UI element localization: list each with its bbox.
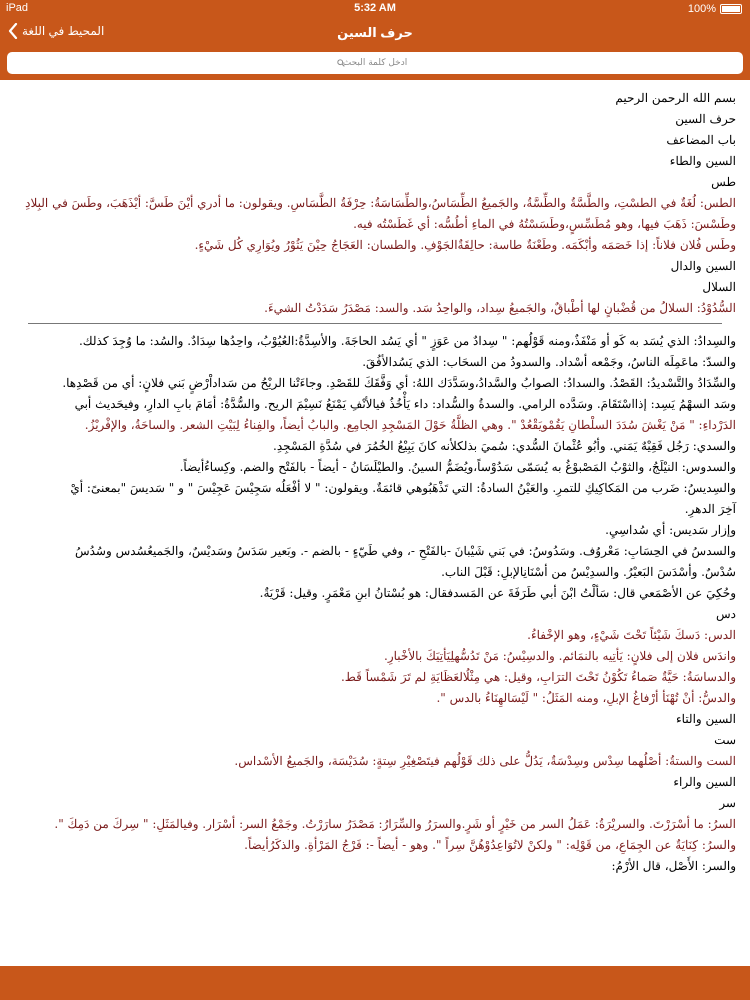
- text-line: آخِرَ الدهرِ.: [684, 502, 736, 516]
- battery-icon: [720, 4, 742, 14]
- text-line: والسِدادُ: الذي يُسَد به كَو أو مَنْفَذٌ،ومنه قَوْلُهم: " سِدادٌ من عَوَزٍ " أي يَسُد الحاجَةَ. والأسِدَّةُ:العُيُوْبُ، واحِدُها سِدَادٌ. والسُد: ما وُجِدَ كذلك.: [78, 334, 736, 348]
- text-line: والدساسَةُ: حَيَّةٌ صَماءُ تَكُوْنُ تَحْتَ الترَابِ، وقيل: هي مِثْلُالعَظَايَةِ لم تَرَ شَمْساً قَط.: [340, 670, 736, 684]
- article-section-top: [14, 88, 736, 319]
- back-button-label: المحيط في اللغة: [22, 24, 105, 38]
- page-title: حرف السين: [337, 25, 413, 40]
- text-line: والسر: الأَصْل، قال الأرْمُ:: [611, 859, 736, 873]
- text-line: والسدوس: النيْلَجُ، والثوْبُ المَصْبوْغُ به يُسَمّى سَدُوْساً،ويُضَمُّ السينُ. والطيْلَسَانُ - أيضاً - بالفَتْح والضم. وكِساءُأيضاً.: [179, 460, 736, 474]
- text-line: والسِّدَادُ والتَّسْديدُ: القَصْدُ. والسدادُ: الصوابُ والسَّدادُ،وسَدَّدَك اللهُ: أي وَفَّقَكَ للقَصْدِ. وجاءَتْنا الريْحُ من سَداداْرْضٍ بَني فلانٍ: أي من قَصْدِها.: [62, 376, 736, 390]
- text-line: السلال: [702, 280, 736, 294]
- status-bar: [0, 0, 750, 18]
- text-line: وطَس فُلان فلاناً: إذا خَصَمَه وأبْكَمَه. وطَعْنَةٌ طاسة: حالِقَةٌالجَوْفِ. والطسان: العَجَاجُ حِيْنَ يَثُوْرُ ويُوَارِي كُل شَيْءٍ.: [194, 238, 736, 252]
- text-line: حرف السين: [675, 112, 736, 126]
- text-line: باب المضاعف: [666, 133, 736, 147]
- carrier-label: iPad: [6, 2, 29, 14]
- battery-percent: 100%: [687, 3, 716, 15]
- text-line: والسِديسُ: ضَرب من المَكاكِيكِ للتمرِ. والعَيْنُ السادةُ: التي تَذْهَبُوهي قائمَةٌ. ويقولون: " لا أفْعَلُه سَجِيْسَ عَجِيْسَ " و " سَديسَ "بمعنىً: أيْ: [70, 481, 736, 495]
- text-line: وسَد السهْمُ يَسِد: إذااسْتَقَامَ. وسَدَّده الرامي. والسدةُ والسُّداد: داء يَأْخُذُ فيالأنْفِ يَمْنَعُ نَسِيْمَ الريح. والسُّدَّةُ: أمَامَ بابِ الدارِ، وفيحَديث أبي: [74, 397, 736, 411]
- bottom-toolbar: [0, 966, 750, 1000]
- text-line: بسم الله الرحمن الرحيم: [615, 91, 736, 105]
- text-line: الست والستةُ: أصْلُهما سِدْس وسِدْسَةٌ، يَدُلُّ على ذلك قَوْلُهم فيتَصْغِيْرِ سِتةٍ: سُدَيْسَة، والجَميعُ الأسْداس.: [234, 754, 736, 768]
- text-line: وحُكِيَ عن الأصْمَعي قال: سَألْتُ ابْنَ أبي طَرَفَةَ عن المَسدفقال: هو بُسْتانُ ابنِ مَعْمَرٍ. وقيل: قَرْيَةٌ.: [259, 586, 736, 600]
- text-line: سُدْسٌ. وأسْدَسَ البَعيْرُ. والسدِيْسُ من أسْنَانِالإبلِ: قَبْلَ الناب.: [441, 565, 736, 579]
- search-bar: [0, 48, 750, 80]
- text-line: والسدسُ في الحِسَابِ: مَعْروُف. وسَدُوسُ: في بَني شَيْبانَ -بالفَتْحِ -، وفي طَيّءٍ - بالضم -. وبَعير سَدَسُ وسَديْسٌ، والجَميعُسُدس وسُدُسُ: [74, 544, 736, 558]
- section-divider: [28, 323, 722, 324]
- search-input[interactable]: [7, 52, 743, 74]
- text-line: الطس: لُغَةٌ في الطسْتِ، والطَّسَّةُ والطِّسَّةُ، والجَميعُ الطِّسَاسُ،والطِّسَاسَةُ: حِرْفَةُ الطَّسَاسِ. ويقولون: ما أدري أيْنَ طَسَّ: أيْذَهَبَ، وطَسَ في البِلادِ: [25, 196, 736, 210]
- text-line: ست: [714, 733, 736, 747]
- battery-indicator: [688, 3, 742, 15]
- text-line: وطَسْسَ: ذَهَبَ فيها، وهو مُطَسِّسٍ،وطَسَسْتُهُ في الماءِ أطُسُّه: أي غَطَسْتُه فيه.: [353, 217, 736, 231]
- battery-fill: [722, 6, 740, 12]
- text-line: السين والراء: [673, 775, 736, 789]
- article-section-bottom: [14, 331, 736, 877]
- text-line: والسرُ: كِنَايَةٌ عن الجِمَاعِ، من قَوْلِه: " ولكنْ لاتُوَاعِدُوْهُنَّ سِراً ". وهو - أيضاً -: فَرْجُ المَرْأةِ. والذكَرُأيضاً.: [244, 838, 736, 852]
- text-line: الدس: دَسكَ شَيْئاً تَحْتَ شَيْءٍ، وهو الإخْفاءُ.: [527, 628, 736, 642]
- text-line: طس: [711, 175, 736, 189]
- text-line: الدَرْداءِ: " مَنْ يَغْشَ سُدَدَ السلْطانِ يَقُمْويَقْعُدْ ". وهي الظلَّةُ حَوْلَ المَسْجِدِ الجامِع. والبابُ أيضاً، والفِناءُ لِبَيْتِ الشعر. والساحَةُ، والإفْريْزُ.: [84, 418, 736, 432]
- text-line: والسدّ: ماعَمِلَه الناسُ، وجَمْعه أسْداد. والسدودُ من السحَاب: الذي يَسُدالأفُقَ.: [362, 355, 736, 369]
- text-line: واندَس فلان إلى فلانٍ: يَأتِيه بالنمَائم. والدسِيْسُ: مَنْ تَدُسُّهلِيَأتِيَكَ بالأخْبارِ.: [384, 649, 736, 663]
- text-line: والدسُّ: أنْ تُهْنَأ أرْفاغُ الإبلِ، ومنه المَثَلُ: " لَيْسَالهِنَاءُ بالدس ".: [436, 691, 736, 705]
- text-line: السين والطاء: [669, 154, 736, 168]
- text-line: السين والدال: [670, 259, 736, 273]
- article-content[interactable]: [0, 82, 750, 966]
- text-line: سر: [719, 796, 736, 810]
- text-line: والسدي: رَجُل فَقِيْهٌ يَمَني. وأبُو عُثْمانَ السُّدي: سُميَ بذلكلأنه كانَ يَبِيْعُ الخُمُرَ في سُدَّةِ المَسْجِدِ.: [273, 439, 736, 453]
- text-line: دس: [716, 607, 736, 621]
- text-line: السُّدُوْدُ: السلالُ من قُضْبانٍ لها أطْباقٌ، والجَميعُ سِداد، والواحِدُ سَد. والسد: مَصْدَرُ سَدَدْتُ الشيءَ.: [264, 301, 736, 315]
- text-line: السرُ: ما أسْرَرْتَ. والسريْرَةُ: عَمَلُ السر من خَيْرٍ أو شَرٍ.والسرَرُ والسِّرَارُ: مَصْدَرُ سارَرْتُ. وجَمْعُ السر: أسْرَار. وفيالمَثَلِ: " سِركَ من دَمِكَ ".: [54, 817, 736, 831]
- navigation-bar: [0, 18, 750, 48]
- status-time: 5:32 AM: [354, 2, 396, 14]
- text-line: السين والتاء: [676, 712, 736, 726]
- text-line: وإزار سَديس: أي سُداسِيِ.: [605, 523, 736, 537]
